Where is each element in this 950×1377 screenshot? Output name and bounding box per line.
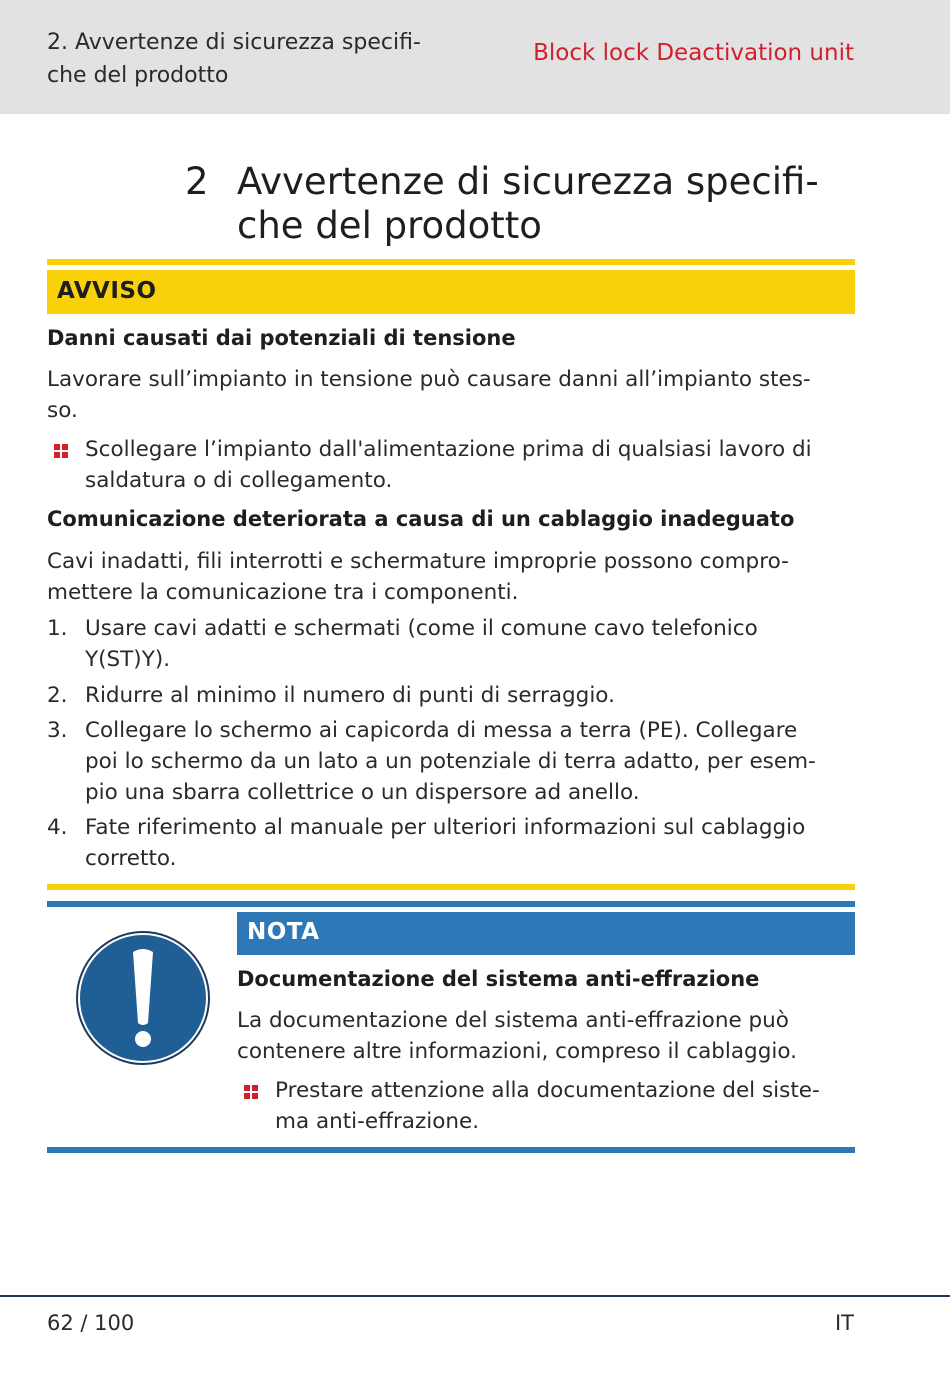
- warning-banner: [47, 270, 855, 314]
- step-text-line: Fate riferimento al manuale per ulteriori informazioni sul cablaggio: [85, 815, 806, 840]
- step-text: [85, 715, 855, 808]
- chapter-title: [237, 160, 877, 248]
- note-bottom-rule: [47, 1147, 855, 1153]
- step-text-line: poi lo schermo da un lato a un potenziale di terra adatto, per esem-: [85, 749, 816, 774]
- step-text-line: Y(ST)Y).: [85, 647, 171, 672]
- note-action-line2: ma anti-effrazione.: [275, 1109, 480, 1134]
- step-number: 3.: [47, 718, 68, 743]
- language-code: IT: [834, 1311, 854, 1335]
- hazard1-title: Danni causati dai potenziali di tensione: [47, 326, 516, 350]
- hazard1-action-text: [85, 434, 812, 496]
- step-number: 4.: [47, 815, 68, 840]
- step-text: [85, 613, 855, 675]
- hazard1-action-line2: saldatura o di collegamento.: [85, 468, 393, 493]
- chapter-number: 2: [185, 160, 209, 203]
- note-text-line1: La documentazione del sistema anti-effrazione può: [237, 1008, 789, 1033]
- warning-label: AVVISO: [57, 278, 157, 304]
- action-bullet-icon: [47, 442, 63, 458]
- step-number: 1.: [47, 616, 68, 641]
- hazard2-text-line1: Cavi inadatti, fili interrotti e schermature improprie possono compro-: [47, 549, 789, 574]
- note-banner: [237, 912, 855, 955]
- header-section-title: [47, 26, 467, 92]
- step-text-line: Usare cavi adatti e schermati (come il comune cavo telefonico: [85, 616, 758, 641]
- note-action: [237, 1075, 855, 1137]
- hazard1-text-line1: Lavorare sull’impianto in tensione può causare danni all’impianto stes-: [47, 367, 811, 392]
- note-action-text: [275, 1075, 820, 1137]
- step-text-line: corretto.: [85, 846, 177, 871]
- note-text-line2: contenere altre informazioni, compreso il cablaggio.: [237, 1039, 797, 1064]
- hazard1-action: [47, 434, 855, 496]
- page-number: 62 / 100: [47, 1311, 135, 1335]
- header-section-title-line1: 2. Avvertenze di sicurezza specifi-: [47, 30, 421, 55]
- step-text-line: pio una sbarra collettrice o un dispersore ad anello.: [85, 780, 640, 805]
- note-text: [237, 1005, 855, 1067]
- step-text-line: Collegare lo schermo ai capicorda di messa a terra (PE). Collegare: [85, 718, 798, 743]
- hazard1-text: [47, 364, 855, 426]
- hazard2-text-line2: mettere la comunicazione tra i componenti.: [47, 580, 519, 605]
- header-product-name: Block lock Deactivation unit: [533, 40, 854, 66]
- hazard2-title: Comunicazione deteriorata a causa di un cablaggio inadeguato: [47, 507, 795, 531]
- chapter-title-line1: Avvertenze di sicurezza specifi-: [237, 160, 819, 203]
- exclamation-icon: [75, 930, 211, 1066]
- warning-bottom-rule: [47, 884, 855, 890]
- step-number: 2.: [47, 683, 68, 708]
- note-label: NOTA: [247, 919, 320, 945]
- page-header: [0, 0, 950, 114]
- step-text: [85, 812, 855, 874]
- action-bullet-icon: [237, 1083, 253, 1099]
- hazard2-text: [47, 546, 855, 608]
- warning-top-rule: [47, 259, 855, 265]
- note-title: Documentazione del sistema anti-effrazione: [237, 967, 760, 991]
- step-text: [85, 680, 855, 711]
- header-section-title-line2: che del prodotto: [47, 63, 229, 88]
- footer-rule: [0, 1295, 950, 1297]
- hazard1-action-line1: Scollegare l’impianto dall'alimentazione prima di qualsiasi lavoro di: [85, 437, 812, 462]
- note-top-rule: [47, 901, 855, 907]
- step-text-line: Ridurre al minimo il numero di punti di serraggio.: [85, 683, 615, 708]
- note-action-line1: Prestare attenzione alla documentazione del siste-: [275, 1078, 820, 1103]
- chapter-title-line2: che del prodotto: [237, 204, 542, 247]
- hazard1-text-line2: so.: [47, 398, 78, 423]
